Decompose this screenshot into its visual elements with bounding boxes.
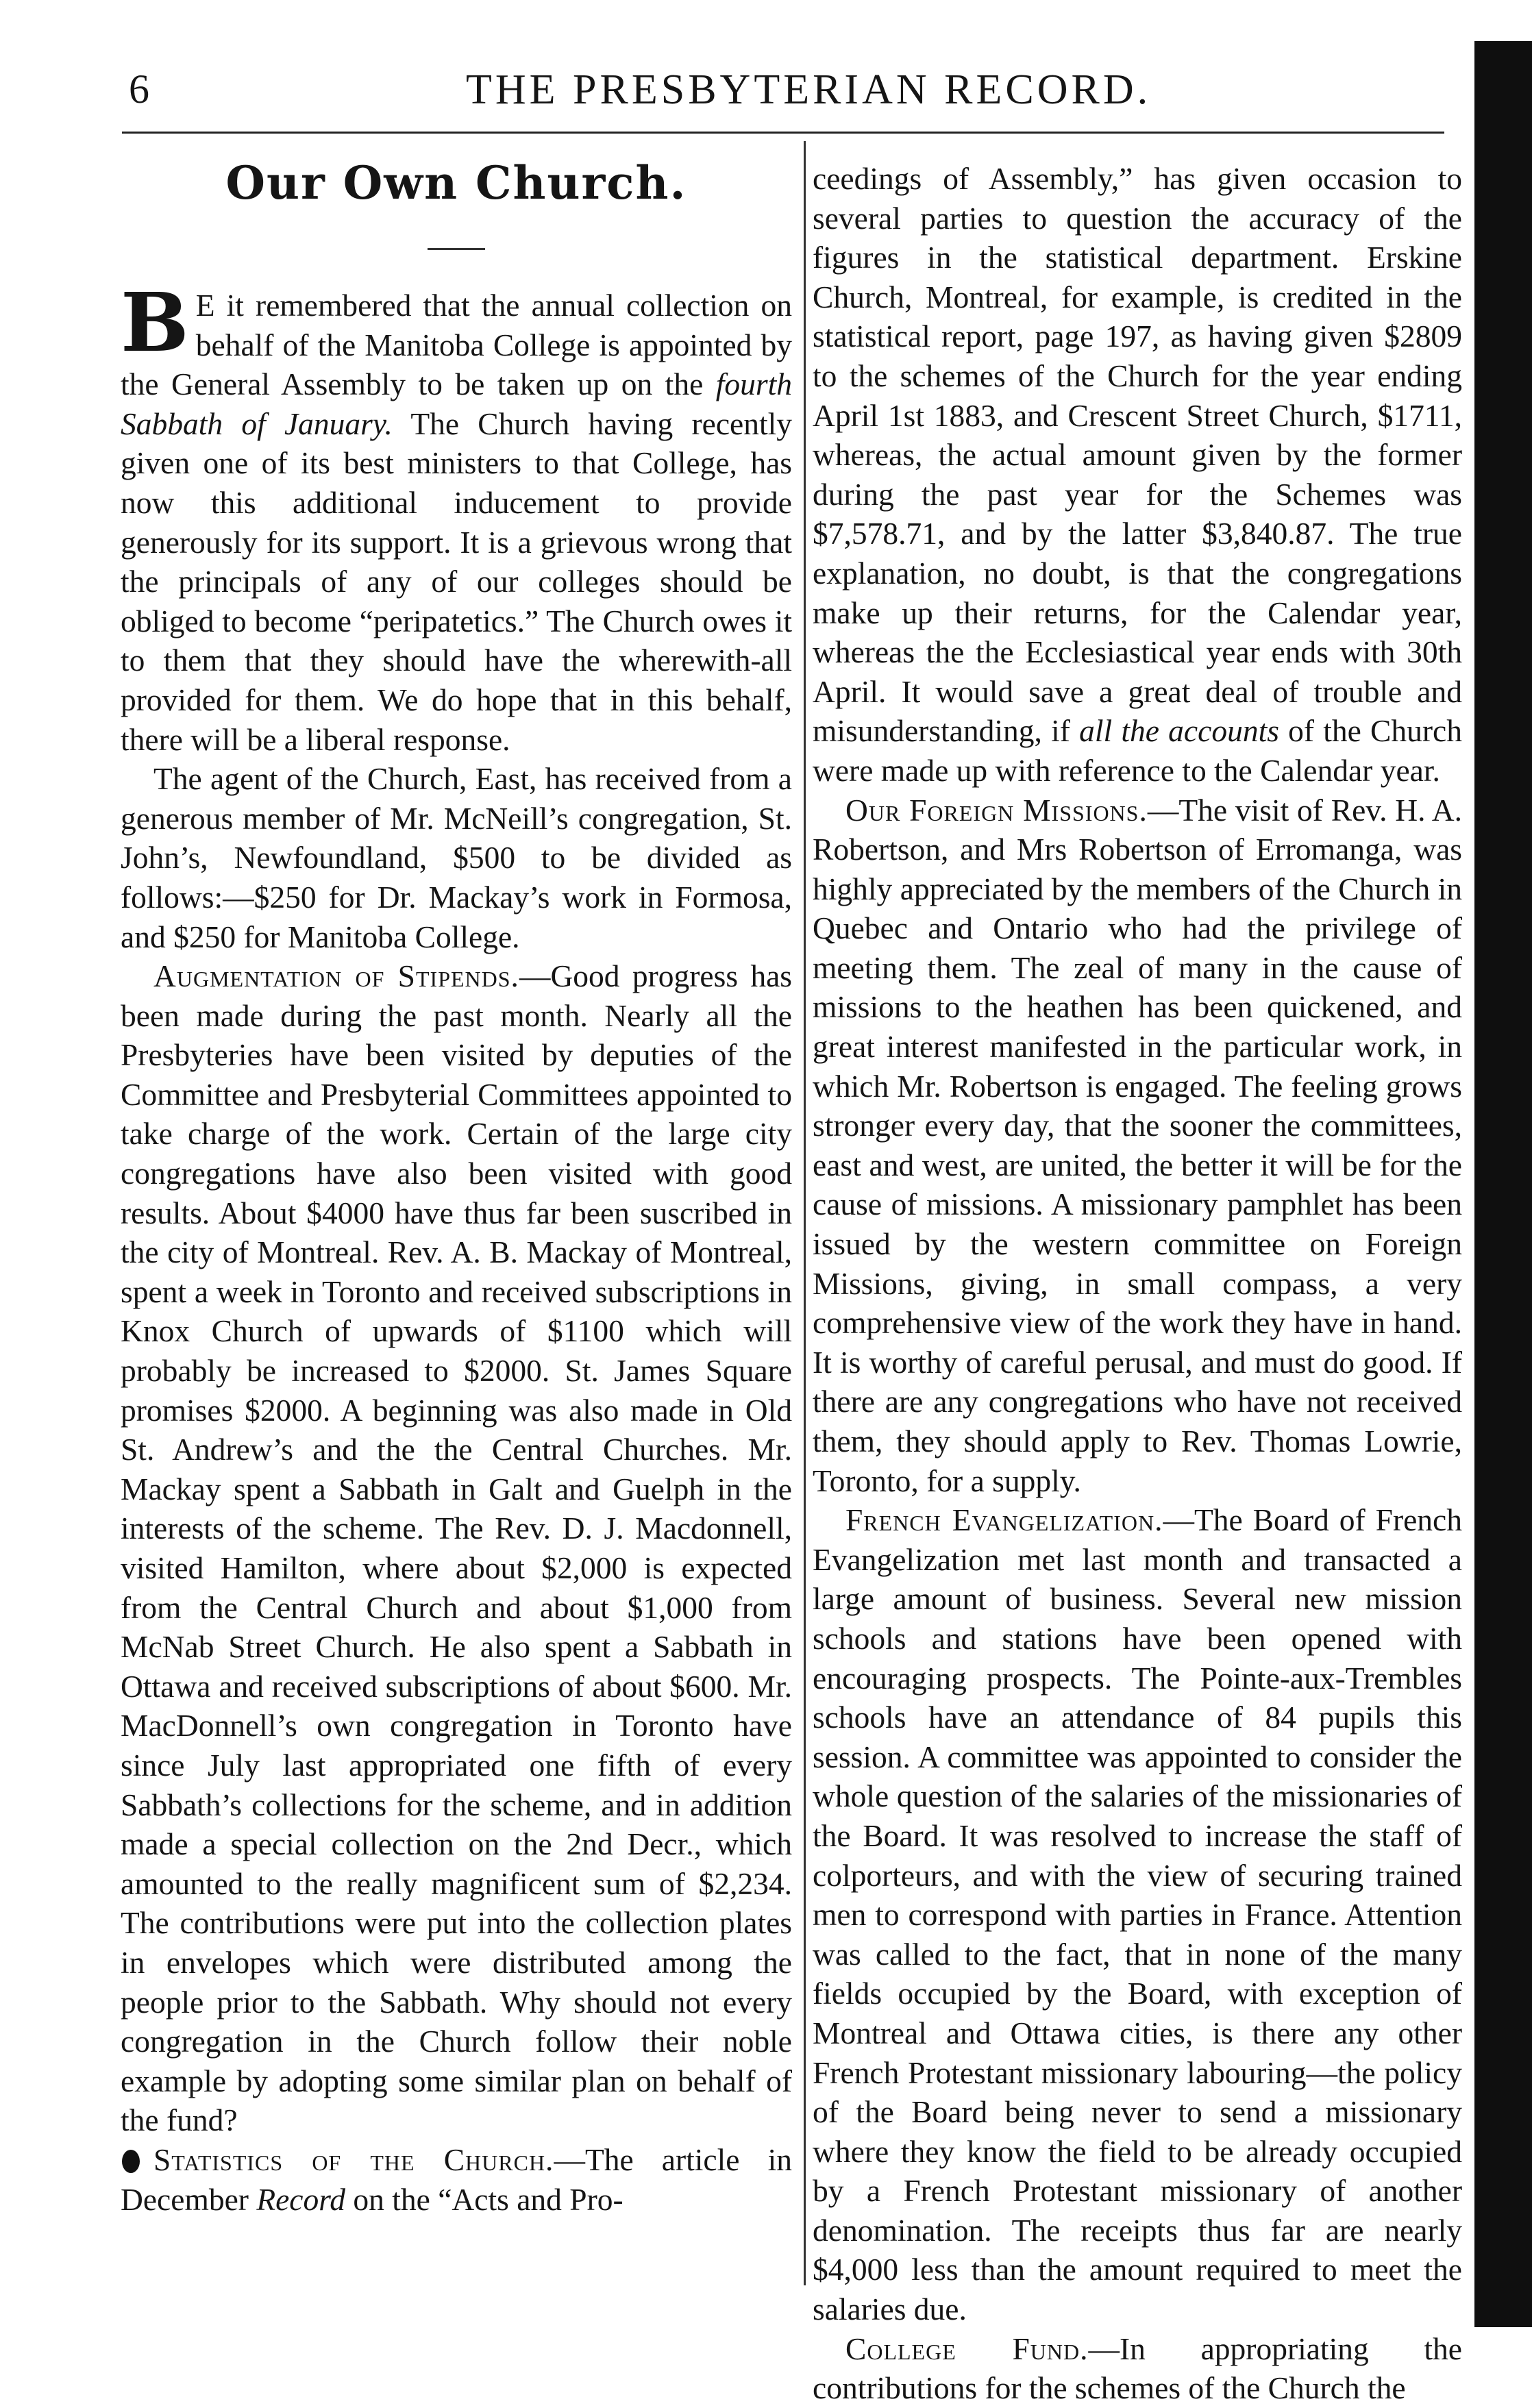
heading-rule: [428, 248, 485, 250]
paragraph-statistics-continued: [813, 159, 1462, 791]
scan-edge-shadow: [1474, 41, 1532, 2327]
emphasis-text: fourth Sabbath of January.: [121, 367, 792, 441]
drop-cap: B: [121, 275, 189, 370]
paragraph-lead: French Evangelization.: [845, 1502, 1163, 1538]
paragraph-agent-donation: The agent of the Church, East, has received from a generous member of Mr. McNeill’s congregation, St. John’s, Newfoundland, $500 to be divided as follows:—$250 for Dr. Mackay’s work in Formosa, and $250 for Manitoba College.: [121, 761, 792, 954]
paragraph-text: —In appropriating the contributions for the schemes of the Church the: [813, 2331, 1463, 2406]
page-number: 6: [129, 66, 149, 112]
paragraph-college-fund: [813, 2329, 1462, 2408]
running-title: THE PRESBYTERIAN RECORD.: [466, 66, 1152, 113]
paragraph-text: E it remembered that the annual collection on behalf of the Manitoba College is appointed by the General Assembly to be taken up on the: [121, 288, 792, 402]
paragraph-text: —Good progress has been made during the past month. Nearly all the Presbyteries have been visited by deputies of the Committee and Presbyterial Committees appointed to take charge of the work. Certain of the large city congregations have also been visited with good results. About $4000 have thus far been suscribed in the city of Montreal. Rev. A. B. Mackay of Montreal, spent a week in Toronto and received subscriptions in Knox Church of upwards of $1100 which will probably be increased to $2000. St. James Square promises $2000. A beginning was also made in Old St. Andrew’s and the the Central Churches. Mr. Mackay spent a Sabbath in Galt and Guelph in the interests of the scheme. The Rev. D. J. Macdonnell, visited Hamilton, where about $2,000 is expected from the Central Church and about $1,000 from McNab Street Church. He also spent a Sabbath in Ottawa and received subscriptions of about $600. Mr. MacDonnell’s own congregation in Toronto have since July last appropriated one fifth of every Sabbath’s collections for the scheme, and in addition made a special collection on the 2nd Decr., which amounted to the really magnificent sum of $2,234. The contributions were put into the collection plates in envelopes which were distributed among the people prior to the Sabbath. Why should not every congregation in the Church follow their noble example by adopting some similar plan on behalf of the fund?: [121, 958, 792, 2138]
paragraph-foreign-missions: [813, 791, 1462, 1501]
section-heading: Our Own Church.: [225, 156, 687, 210]
emphasis-text: Record: [256, 2181, 346, 2217]
paragraph-statistics: [121, 2140, 792, 2219]
paragraph-text: —The visit of Rev. H. A. Robertson, and Mrs Robertson of Erromanga, was highly appreciated by the members of the Church in Quebec and Ontario who had the privilege of meeting them. The zeal of many in the cause of missions to the heathen has been quickened, and great interest manifested in the particular work, in which Mr. Robertson is engaged. The feeling grows stronger every day, that the sooner the committees, east and west, are united, the better it will be for the cause of missions. A missionary pamphlet has been issued by the western committee on Foreign Missions, giving, in small compass, a very comprehensive view of the work they have in hand. It is worthy of careful perusal, and must do good. If there are any congregations who have not received them, they should apply to Rev. Thomas Lowrie, Toronto, for a supply.: [813, 792, 1462, 1498]
paragraph-lead: Our Foreign Missions.: [845, 792, 1148, 828]
paragraph-text: ceedings of Assembly,” has given occasion to several parties to question the accuracy of the figures in the statistical department. Erskine Church, Montreal, for example, is credited in the statistical report, page 197, as having given $2809 to the schemes of the Church for the year ending April 1st 1883, and Crescent Street Church, $1711, whereas, the actual amount given by the former during the past year for the Schemes was $7,578.71, and by the latter $3,840.87. The true explanation, no doubt, is that the congregations make up their returns, for the Calendar year, whereas the the Ecclesiastical year ends with 30th April. It would save a great deal of trouble and misunderstanding, if: [813, 161, 1462, 749]
left-column: [121, 156, 792, 2219]
paragraph-text: The Church having recently given one of its best ministers to that College, has now this additional inducement to provide generously for its support. It is a grievous wrong that the principals of any of our colleges should be obliged to become “peripatetics.” The Church owes it to them that they should have the wherewith-all provided for them. We do hope that in this behalf, there will be a liberal response.: [121, 406, 792, 757]
right-column: [813, 159, 1462, 2408]
paragraph-lead: College Fund.: [845, 2331, 1089, 2366]
ink-blot-mark: [122, 2150, 140, 2173]
paragraph-text: on the “Acts and Pro-: [345, 2181, 623, 2217]
paragraph-text: —The article in December: [121, 2142, 792, 2217]
header-rule: [122, 132, 1444, 134]
paragraph-french-evangelization: [813, 1500, 1462, 2329]
page-header: [0, 0, 1532, 137]
paragraph-lead: Augmentation of Stipends.: [153, 958, 519, 994]
paragraph-text: —The Board of French Evangelization met last month and transacted a large amount of business. Several new mission schools and stations have been opened with encouraging prospects. The Pointe-aux-Trembles schools have an attendance of 84 pupils this session. A committee was appointed to consider the whole question of the salaries of the missionaries of the Board. It was resolved to increase the staff of colporteurs, and with the view of securing trained men to correspond with parties in France. Attention was called to the fact, that in none of the many fields occupied by the Board, with exception of Montreal and Ottawa cities, is there any other French Protestant missionary labouring—the policy of the Board being never to send a missionary where they know the field to be already occupied by a French Protestant missionary of another denomination. The receipts thus far are nearly $4,000 less than the amount required to meet the salaries due.: [813, 1502, 1462, 2327]
emphasis-text: all the accounts: [1079, 713, 1279, 749]
paragraph-text: of the Church were made up with reference to the Calendar year.: [813, 713, 1462, 788]
paragraph-manitoba-collection: [121, 275, 792, 759]
paragraph-augmentation: [121, 956, 792, 2140]
paragraph-lead: Statistics of the Church.: [153, 2142, 554, 2177]
column-divider: [804, 141, 806, 2285]
